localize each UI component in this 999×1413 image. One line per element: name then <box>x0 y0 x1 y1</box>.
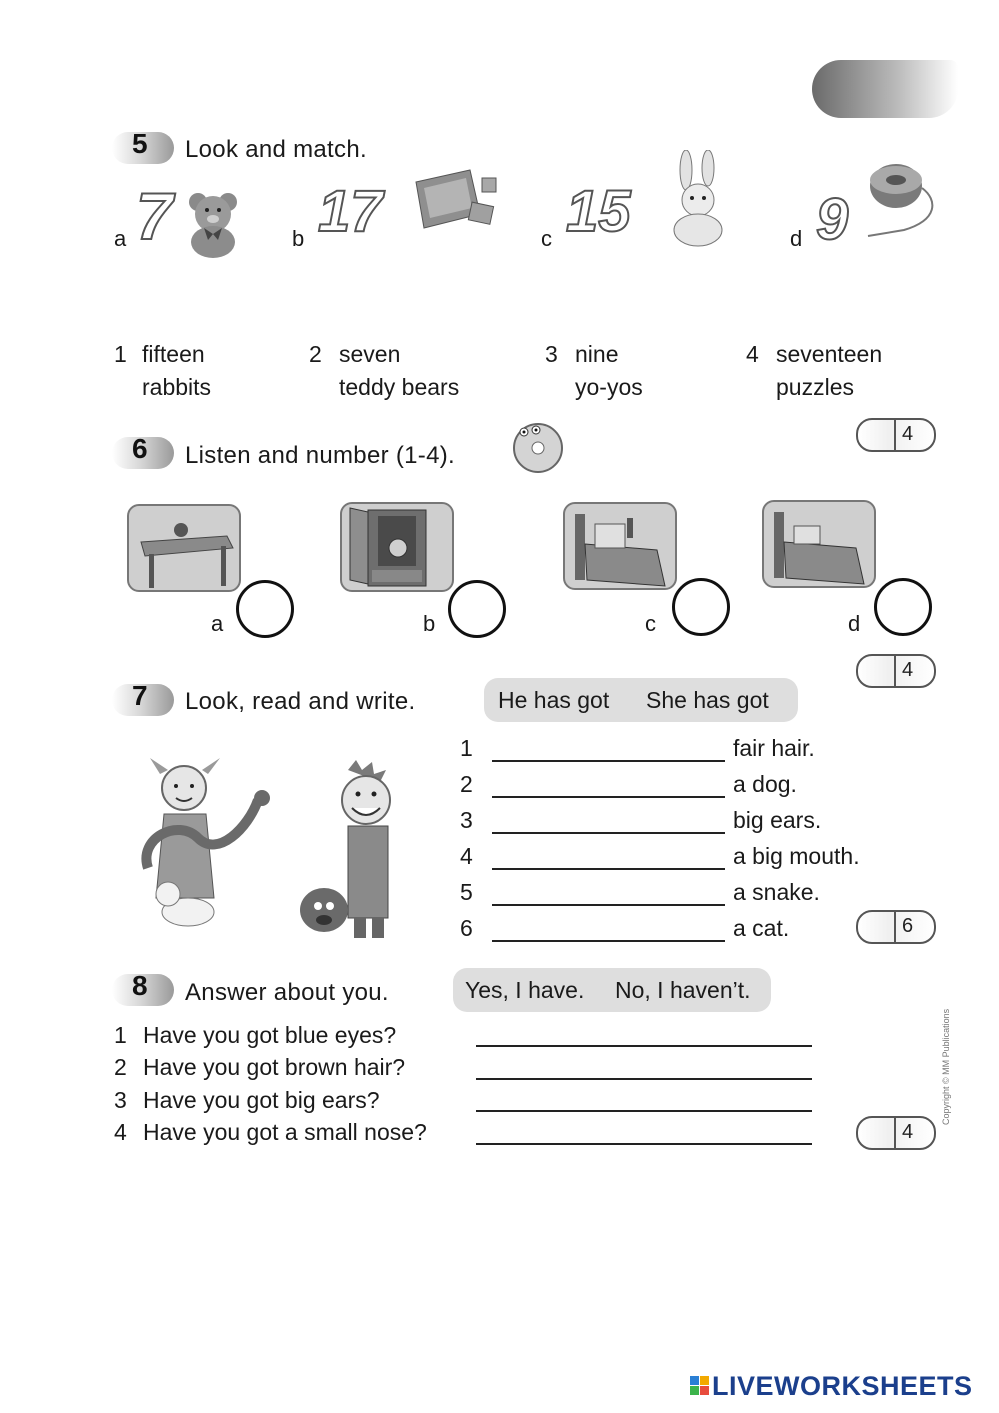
ex8-answer-1-blank[interactable] <box>476 1045 812 1047</box>
word-box-yes-no <box>453 968 771 1012</box>
teddy-bear-icon <box>180 188 246 260</box>
copyright-text: Copyright © MM Publications <box>941 1008 951 1125</box>
picture-c-number: 15 <box>566 179 631 244</box>
ex8-answer-2-blank[interactable] <box>476 1078 812 1080</box>
answer-circle-b[interactable] <box>448 580 506 638</box>
ex7-item-5-text: a snake. <box>733 879 820 905</box>
exercise-8-number: 8 <box>112 970 176 1010</box>
answer-circle-a[interactable] <box>236 580 294 638</box>
exercise-7-score-box[interactable]: 6 <box>856 910 936 944</box>
liveworksheets-brand[interactable]: LIVEWORKSHEETS <box>712 1371 973 1401</box>
picture-c-letter: c <box>541 226 552 251</box>
ex8-question-4-text: Have you got a small nose? <box>143 1119 427 1145</box>
picture-b-letter: b <box>292 226 305 251</box>
choice-no-i-havent: No, I haven’t. <box>615 977 751 1003</box>
ex7-item-5-number: 5 <box>460 879 473 905</box>
ex7-item-1-number: 1 <box>460 735 473 761</box>
picture-wardrobe <box>340 502 454 592</box>
exercise-5-number: 5 <box>112 128 176 168</box>
ex8-question-4-number: 4 <box>114 1119 127 1145</box>
corner-cloud-decoration <box>812 60 958 118</box>
exercise-8-score-box[interactable]: 4 <box>856 1116 936 1150</box>
exercise-6-letter-b: b <box>423 611 436 636</box>
ex7-item-3-number: 3 <box>460 807 473 833</box>
exercise-8-title: Answer about you. <box>185 979 389 1006</box>
rabbit-icon <box>662 150 734 250</box>
option-4-line1: seventeen <box>776 341 883 367</box>
ex8-answer-3-blank[interactable] <box>476 1110 812 1112</box>
option-3-line1: nine <box>575 341 619 367</box>
boy-with-dog-picture <box>296 760 426 946</box>
exercise-7-number: 7 <box>112 680 176 720</box>
option-2-number: 2 <box>309 341 322 367</box>
choice-yes-i-have: Yes, I have. <box>465 977 585 1003</box>
ex7-item-2-number: 2 <box>460 771 473 797</box>
option-2-line1: seven <box>339 341 401 367</box>
ex7-item-4-number: 4 <box>460 843 473 869</box>
picture-a-number: 7 <box>136 179 173 253</box>
picture-desk <box>127 504 241 592</box>
ex7-item-5-blank[interactable] <box>492 904 725 906</box>
exercise-6-number: 6 <box>112 433 176 473</box>
answer-circle-d[interactable] <box>874 578 932 636</box>
option-1-line2: rabbits <box>142 374 212 400</box>
exercise-6-title: Listen and number (1-4). <box>185 442 456 469</box>
exercise-6-letter-d: d <box>848 611 861 636</box>
option-2-line2: teddy bears <box>339 374 460 400</box>
exercise-7-title: Look, read and write. <box>185 688 416 715</box>
ex7-item-1-blank[interactable] <box>492 760 725 762</box>
ex8-question-1-text: Have you got blue eyes? <box>143 1022 397 1048</box>
ex8-question-3-text: Have you got big ears? <box>143 1087 380 1113</box>
ex8-question-1-number: 1 <box>114 1022 127 1048</box>
picture-b-number: 17 <box>318 179 383 244</box>
ex7-item-4-blank[interactable] <box>492 868 725 870</box>
answer-circle-c[interactable] <box>672 578 730 636</box>
audio-cd-icon[interactable] <box>508 418 566 474</box>
picture-d-letter: d <box>790 226 803 251</box>
ex8-answer-4-blank[interactable] <box>476 1143 812 1145</box>
picture-d-number: 9 <box>816 187 849 252</box>
ex7-item-3-text: big ears. <box>733 807 822 833</box>
choice-she-has-got: She has got <box>646 687 769 713</box>
ex7-item-6-blank[interactable] <box>492 940 725 942</box>
exercise-6-letter-a: a <box>211 611 224 636</box>
liveworksheets-logo-icon <box>690 1374 710 1398</box>
option-3-number: 3 <box>545 341 558 367</box>
picture-a-letter: a <box>114 226 127 251</box>
option-4-number: 4 <box>746 341 759 367</box>
ex8-question-2-number: 2 <box>114 1054 127 1080</box>
girl-with-snake-picture <box>138 748 278 934</box>
option-1-number: 1 <box>114 341 127 367</box>
picture-bed-c <box>563 502 677 590</box>
ex7-item-2-blank[interactable] <box>492 796 725 798</box>
picture-bed-d <box>762 500 876 588</box>
exercise-6-score-box[interactable]: 4 <box>856 654 936 688</box>
ex7-item-6-number: 6 <box>460 915 473 941</box>
yo-yo-icon <box>864 160 944 244</box>
ex7-item-1-text: fair hair. <box>733 735 815 761</box>
ex7-item-3-blank[interactable] <box>492 832 725 834</box>
exercise-5-title: Look and match. <box>185 136 367 163</box>
ex7-item-4-text: a big mouth. <box>733 843 860 869</box>
puzzle-icon <box>410 168 500 236</box>
exercise-6-letter-c: c <box>645 611 656 636</box>
option-3-line2: yo-yos <box>575 374 643 400</box>
option-1-line1: fifteen <box>142 341 205 367</box>
exercise-5-score-box[interactable]: 4 <box>856 418 936 452</box>
ex7-item-2-text: a dog. <box>733 771 797 797</box>
ex8-question-3-number: 3 <box>114 1087 127 1113</box>
word-box-he-she <box>484 678 798 722</box>
ex8-question-2-text: Have you got brown hair? <box>143 1054 406 1080</box>
ex7-item-6-text: a cat. <box>733 915 790 941</box>
option-4-line2: puzzles <box>776 374 854 400</box>
choice-he-has-got: He has got <box>498 687 610 713</box>
